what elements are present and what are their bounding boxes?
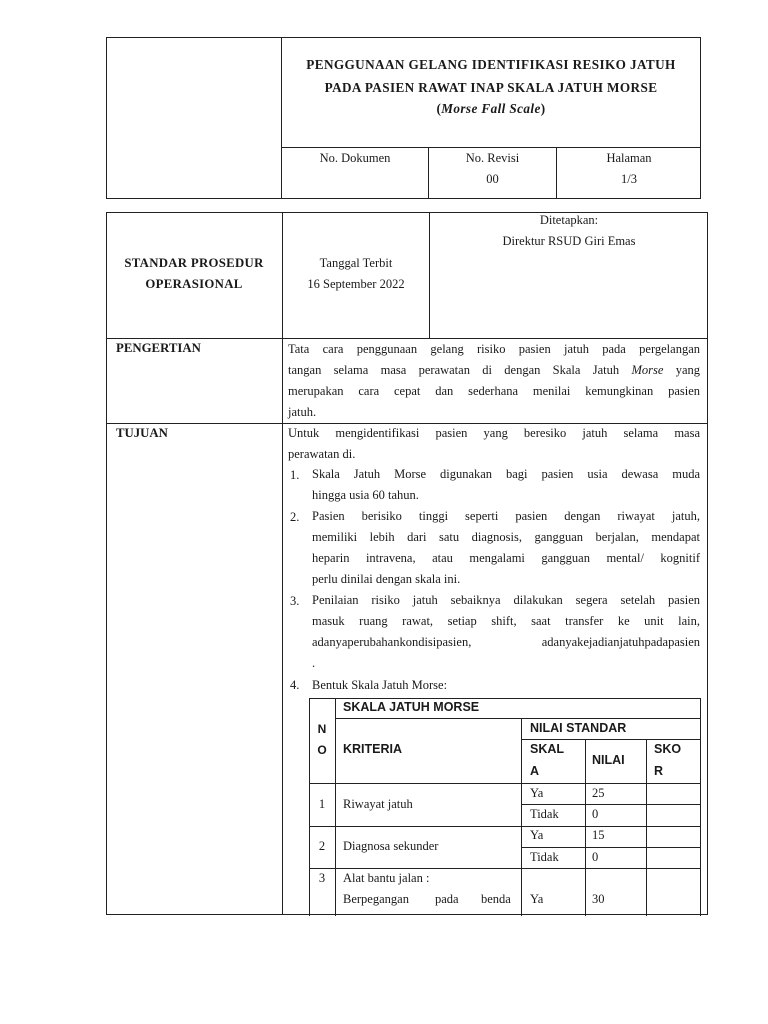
morse-nilai-header: NILAI (592, 753, 625, 767)
pengertian-text (288, 339, 700, 423)
morse-row2-skala-ya: Ya (530, 828, 544, 842)
doc-title-line1: PENGGUNAAN GELANG IDENTIFIKASI RESIKO JATUH (306, 57, 676, 72)
pengertian-line-4: jatuh. (288, 405, 317, 419)
morse-row1-nilai-tidak: 0 (592, 807, 599, 821)
morse-row3-kriteria-line1: Alat bantu jalan : (343, 871, 430, 885)
morse-row1-skala-ya: Ya (530, 786, 544, 800)
pengertian-line-3: merupakan cara cepat dan sederhana menilai kemungkinan pasien (288, 384, 700, 398)
halaman-value: 1/3 (621, 172, 637, 186)
pengertian-label: PENGERTIAN (116, 341, 201, 355)
morse-row1-nilai-ya: 25 (592, 786, 605, 800)
tujuan-item-3-line-4: . (312, 656, 316, 670)
ditetapkan-label: Ditetapkan: (539, 213, 599, 227)
morse-row2-nilai-tidak: 0 (592, 850, 599, 864)
tujuan-item-1-text (312, 464, 700, 506)
morse-row1-no: 1 (318, 797, 326, 811)
tujuan-intro-line-1: Untuk mengidentifikasi pasien yang beresiko jatuh selama masa (288, 426, 700, 440)
morse-row3-kriteria-line2a: Berpegangan (343, 892, 409, 906)
tujuan-item-1-line-2: hingga usia 60 tahun. (312, 488, 419, 502)
morse-no-header-2: O (317, 743, 327, 757)
tujuan-item-1-line-1: Skala Jatuh Morse digunakan bagi pasien usia dewasa muda (312, 467, 700, 481)
morse-row2-kriteria: Diagnosa sekunder (343, 839, 439, 853)
doc-title-line3: (Morse Fall Scale) (436, 101, 546, 116)
morse-line-row1-bottom (309, 826, 701, 827)
doc-title-line2: PADA PASIEN RAWAT INAP SKALA JATUH MORSE (324, 80, 658, 95)
tujuan-intro (288, 423, 700, 465)
morse-skala-header-1: SKAL (530, 742, 565, 756)
tujuan-item-1-num: 1. (290, 468, 300, 482)
morse-col-nilai (646, 739, 647, 916)
morse-line-header-bottom (309, 783, 701, 784)
spo-label-line2: OPERASIONAL (145, 277, 243, 291)
morse-row3-no: 3 (318, 871, 326, 885)
morse-row3-kriteria-line2b: pada (435, 892, 459, 906)
morse-row3-skala-ya: Ya (530, 892, 544, 906)
morse-row2-nilai-ya: 15 (592, 828, 605, 842)
morse-col-kriteria (521, 718, 522, 916)
morse-skala-header-2: A (530, 764, 540, 778)
halaman-label: Halaman (606, 151, 652, 165)
morse-col-skala (585, 739, 586, 916)
tanggal-terbit-value: 16 September 2022 (307, 277, 405, 291)
morse-skor-header-1: SKO (654, 742, 682, 756)
spo-label-line1: STANDAR PROSEDUR (124, 256, 264, 270)
tujuan-label: TUJUAN (116, 426, 168, 440)
morse-skor-header-2: R (654, 764, 664, 778)
morse-row3-nilai-ya: 30 (592, 892, 605, 906)
tujuan-item-2-text (312, 506, 700, 590)
main-col-divider (282, 212, 283, 915)
morse-line-title (335, 718, 701, 719)
tujuan-item-3-line-3: adanyaperubahankondisipasien, adanyakejadianjatuhpadapasien (312, 635, 700, 649)
tujuan-item-2-line-3: heparin intravena, atau mengalami gangguan mental/ kognitif (312, 551, 700, 565)
tanggal-terbit-label: Tanggal Terbit (319, 256, 393, 270)
no-revisi-label: No. Revisi (465, 151, 520, 165)
no-revisi-value: 00 (486, 172, 499, 186)
tujuan-item-2-line-1: Pasien berisiko tinggi seperti pasien dengan riwayat jatuh, (312, 509, 700, 523)
ditetapkan-value: Direktur RSUD Giri Emas (502, 234, 636, 248)
tujuan-item-4-num: 4. (290, 678, 300, 692)
tujuan-item-4-text: Bentuk Skala Jatuh Morse: (312, 678, 448, 692)
pengertian-line-1: Tata cara penggunaan gelang risiko pasien jatuh pada pergelangan (288, 342, 700, 356)
tujuan-item-2-line-2: memiliki lebih dari satu diagnosis, gangguan berjalan, mendapat (312, 530, 700, 544)
morse-row2-no: 2 (318, 839, 326, 853)
pengertian-line-2: tangan selama masa perawatan di dengan Skala Jatuh Morse yang (288, 363, 701, 377)
morse-row1-skala-tidak: Tidak (530, 807, 559, 821)
no-dokumen-label: No. Dokumen (319, 151, 391, 165)
tujuan-intro-line-2: perawatan di. (288, 447, 356, 461)
morse-title: SKALA JATUH MORSE (343, 700, 480, 714)
morse-row2-skala-tidak: Tidak (530, 850, 559, 864)
tujuan-item-3-line-1: Penilaian risiko jatuh sebaiknya dilakukan segera setelah pasien (312, 593, 700, 607)
morse-no-header-1: N (317, 722, 327, 736)
morse-nilai-standar-header: NILAI STANDAR (530, 721, 627, 735)
tujuan-item-3-num: 3. (290, 594, 300, 608)
morse-kriteria-header: KRITERIA (343, 742, 403, 756)
tujuan-item-3-text (312, 590, 700, 674)
morse-row3-kriteria-line2c: benda (481, 892, 511, 906)
morse-col-no (335, 698, 336, 916)
tujuan-item-2-num: 2. (290, 510, 300, 524)
tujuan-item-2-line-4: perlu dinilai dengan skala ini. (312, 572, 461, 586)
morse-row1-kriteria: Riwayat jatuh (343, 797, 413, 811)
tujuan-item-3-line-2: masuk ruang rawat, setiap shift, saat transfer ke unit lain, (312, 614, 700, 628)
